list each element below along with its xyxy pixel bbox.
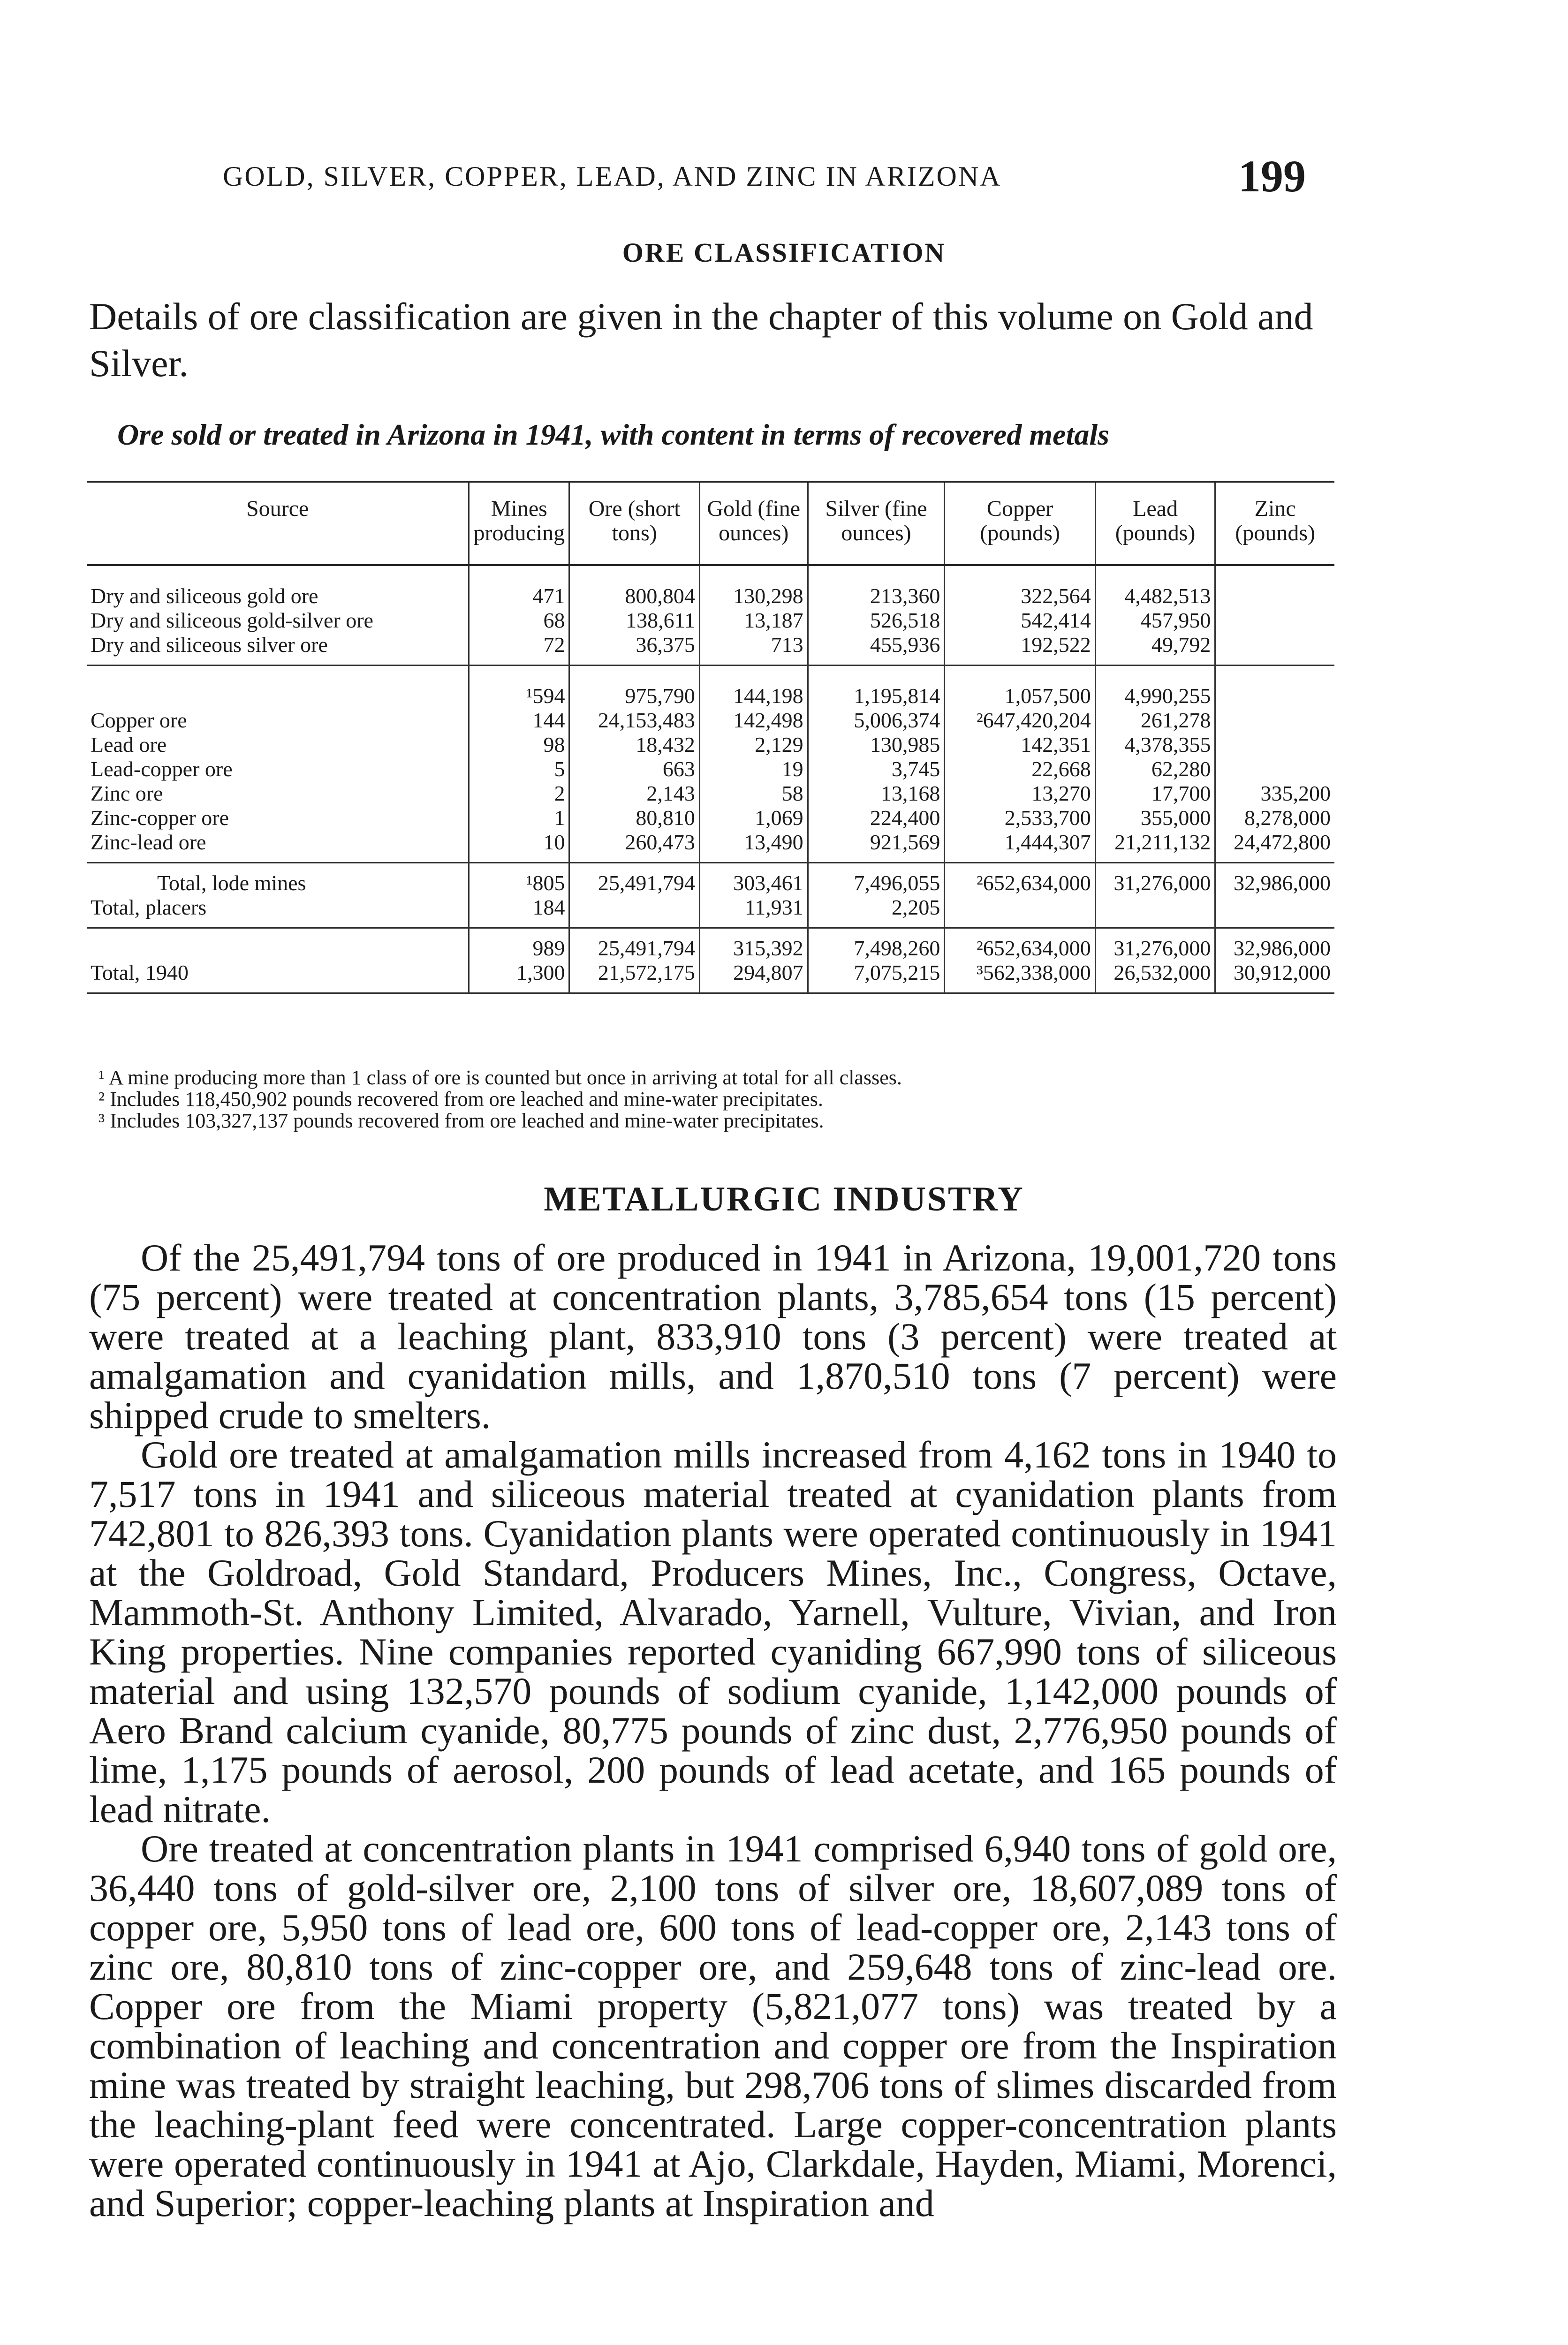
row-value: 58: [699, 781, 808, 806]
row-source: Lead-copper ore: [91, 757, 233, 781]
table-row: [87, 708, 1334, 733]
row-value: 10: [469, 830, 569, 863]
col-zinc: Zinc (pounds): [1215, 482, 1334, 565]
table-row: [87, 733, 1334, 757]
row-value: 224,400: [808, 806, 945, 830]
row-value: 13,187: [699, 608, 808, 633]
row-value: 13,490: [699, 830, 808, 863]
table-row: [87, 781, 1334, 806]
paragraph-gold-ore: Gold ore treated at amalgamation mills increased from 4,162 tons in 1940 to 7,517 tons in 1941 and siliceous material treated at cyanidation plants from 742,801 to 826,393 tons. Cyanidation plants were operated continuously in 1941 at the Goldroad, Gold Standard, Producers Mines, Inc., Congress, Octave, Mammoth-St. Anthony Limited, Alvarado, Yarnell, Vulture, Vivian, and Iron King properties. Nine companies reported cyaniding 667,990 tons of siliceous material and using 132,570 pounds of sodium cyanide, 1,142,000 pounds of Aero Brand calcium cyanide, 80,775 pounds of zinc dust, 2,776,950 pounds of lime, 1,175 pounds of aerosol, 200 pounds of lead acetate, and 165 pounds of lead nitrate.: [89, 1433, 1337, 1831]
table-row: [87, 666, 1334, 709]
row-value: 22,668: [945, 757, 1095, 781]
table-row: [87, 608, 1334, 633]
row-source: Zinc-lead ore: [87, 830, 469, 863]
row-source: Zinc ore: [91, 781, 163, 805]
col-mines: Mines producing: [469, 482, 569, 565]
row-value: 25,491,794: [569, 928, 699, 961]
row-value: 4,990,255: [1095, 666, 1215, 709]
row-value: 1: [469, 806, 569, 830]
row-value: 184: [469, 895, 569, 928]
row-value: ²652,634,000: [945, 863, 1095, 896]
row-value: 542,414: [945, 608, 1095, 633]
row-value: 526,518: [808, 608, 945, 633]
row-value: 11,931: [699, 895, 808, 928]
row-value: 5,006,374: [808, 708, 945, 733]
row-value: 142,498: [699, 708, 808, 733]
table-row: [87, 863, 1334, 896]
row-value: 8,278,000: [1215, 806, 1334, 830]
row-value: 144,198: [699, 666, 808, 709]
row-source: Dry and siliceous silver ore: [87, 633, 469, 666]
row-value: 72: [469, 633, 569, 666]
row-value: 1,057,500: [945, 666, 1095, 709]
row-value: 1,300: [469, 961, 569, 993]
row-value: 303,461: [699, 863, 808, 896]
row-value: 142,351: [945, 733, 1095, 757]
row-value: 80,810: [569, 806, 699, 830]
row-value: 32,986,000: [1215, 928, 1334, 961]
row-value: 7,075,215: [808, 961, 945, 993]
row-value: 4,378,355: [1095, 733, 1215, 757]
row-value: 7,496,055: [808, 863, 945, 896]
row-value: 663: [569, 757, 699, 781]
page-header: [0, 150, 1568, 206]
row-value: [945, 895, 1095, 928]
section-title-ore-classification: ORE CLASSIFICATION: [622, 237, 946, 268]
page-number: 199: [1238, 151, 1306, 201]
row-value: 31,276,000: [1095, 863, 1215, 896]
running-title: GOLD, SILVER, COPPER, LEAD, AND ZINC IN ARIZONA: [223, 161, 1002, 192]
row-value: 13,270: [945, 781, 1095, 806]
row-source: Total, 1940: [87, 961, 469, 993]
row-value: 49,792: [1095, 633, 1215, 666]
row-source: Dry and siliceous gold-silver ore: [91, 608, 373, 632]
section-title-metallurgic-industry: METALLURGIC INDUSTRY: [544, 1180, 1024, 1218]
row-source: [87, 928, 469, 961]
row-value: ²647,420,204: [945, 708, 1095, 733]
table-row: [87, 961, 1334, 993]
row-value: [1215, 895, 1334, 928]
table-row: [87, 928, 1334, 961]
row-value: 713: [699, 633, 808, 666]
table-header-row: [87, 482, 1334, 565]
row-source: Lead ore: [91, 733, 167, 756]
row-value: 975,790: [569, 666, 699, 709]
row-value: 24,472,800: [1215, 830, 1334, 863]
table-row: [87, 830, 1334, 863]
row-value: 21,211,132: [1095, 830, 1215, 863]
row-source: Copper ore: [91, 708, 187, 732]
row-value: 130,985: [808, 733, 945, 757]
row-source: Zinc-copper ore: [91, 806, 229, 830]
row-value: ¹805: [469, 863, 569, 896]
row-value: 2,205: [808, 895, 945, 928]
row-value: 921,569: [808, 830, 945, 863]
row-value: 5: [469, 757, 569, 781]
row-source: [87, 666, 469, 709]
row-value: 355,000: [1095, 806, 1215, 830]
row-source: Dry and siliceous gold ore: [91, 584, 318, 608]
row-value: 2,129: [699, 733, 808, 757]
row-value: [1095, 895, 1215, 928]
footnote-1: ¹ A mine producing more than 1 class of ore is counted but once in arriving at total for all classes.: [98, 1066, 902, 1089]
table-row: [87, 806, 1334, 830]
row-value: [1215, 708, 1334, 733]
row-value: [569, 895, 699, 928]
row-value: ²652,634,000: [945, 928, 1095, 961]
row-value: 24,153,483: [569, 708, 699, 733]
row-value: 322,564: [945, 565, 1095, 608]
table-caption: Ore sold or treated in Arizona in 1941, with content in terms of recovered metals: [117, 418, 1110, 451]
intro-paragraph: Details of ore classification are given in the chapter of this volume on Gold and Silver.: [89, 295, 1313, 385]
row-value: 21,572,175: [569, 961, 699, 993]
row-value: 2: [469, 781, 569, 806]
row-value: 260,473: [569, 830, 699, 863]
footnote-3: ³ Includes 103,327,137 pounds recovered from ore leached and mine-water precipitates.: [98, 1109, 824, 1132]
paragraph-concentration: Ore treated at concentration plants in 1941 comprised 6,940 tons of gold ore, 36,440 tons of gold-silver ore, 2,100 tons of silver ore, 18,607,089 tons of copper ore, 5,950 tons of lead ore, 600 tons of lead-copper ore, 2,143 tons of zinc ore, 80,810 tons of zinc-copper ore, and 259,648 tons of zinc-lead ore. Copper ore from the Miami property (5,821,077 tons) was treated by a combination of leaching and concentration and copper ore from the Inspiration mine was treated by straight leaching, but 298,706 tons of slimes discarded from the leaching-plant feed were concentrated. Large copper-concentration plants were operated continuously in 1941 at Ajo, Clarkdale, Hayden, Miami, Morenci, and Superior; copper-leaching plants at Inspiration and: [89, 1827, 1337, 2224]
row-value: 98: [469, 733, 569, 757]
row-value: 31,276,000: [1095, 928, 1215, 961]
row-value: ¹594: [469, 666, 569, 709]
row-value: 13,168: [808, 781, 945, 806]
row-value: ³562,338,000: [945, 961, 1095, 993]
row-value: 294,807: [699, 961, 808, 993]
row-value: 457,950: [1095, 608, 1215, 633]
row-value: 989: [469, 928, 569, 961]
row-value: 36,375: [569, 633, 699, 666]
row-value: 17,700: [1095, 781, 1215, 806]
row-value: 138,611: [569, 608, 699, 633]
row-value: 192,522: [945, 633, 1095, 666]
row-value: 315,392: [699, 928, 808, 961]
row-value: 2,143: [569, 781, 699, 806]
row-value: 32,986,000: [1215, 863, 1334, 896]
row-value: [1215, 757, 1334, 781]
row-value: [1215, 633, 1334, 666]
row-value: 800,804: [569, 565, 699, 608]
row-value: 1,069: [699, 806, 808, 830]
body-text: [89, 1238, 1337, 2223]
table-row: [87, 895, 1334, 928]
row-value: 7,498,260: [808, 928, 945, 961]
table-row: [87, 565, 1334, 608]
row-value: 18,432: [569, 733, 699, 757]
footnote-2: ² Includes 118,450,902 pounds recovered from ore leached and mine-water precipitates.: [98, 1088, 823, 1111]
row-value: 62,280: [1095, 757, 1215, 781]
table-row: [87, 633, 1334, 666]
row-value: 3,745: [808, 757, 945, 781]
row-value: 213,360: [808, 565, 945, 608]
row-value: [1215, 733, 1334, 757]
row-value: 1,195,814: [808, 666, 945, 709]
row-value: 261,278: [1095, 708, 1215, 733]
row-value: 2,533,700: [945, 806, 1095, 830]
ore-table: [87, 481, 1334, 994]
row-source: Total, placers: [87, 895, 469, 928]
col-source: Source: [87, 482, 469, 565]
col-copper: Copper (pounds): [945, 482, 1095, 565]
row-value: 19: [699, 757, 808, 781]
row-value: 144: [469, 708, 569, 733]
paragraph-ore-treatment: Of the 25,491,794 tons of ore produced in 1941 in Arizona, 19,001,720 tons (75 percent) were treated at concentration plants, 3,785,654 tons (15 percent) were treated at a leaching plant, 833,910 tons (3 percent) were treated at amalgamation and cyanidation mills, and 1,870,510 tons (7 percent) were shipped crude to smelters.: [89, 1236, 1337, 1437]
row-value: 26,532,000: [1095, 961, 1215, 993]
row-value: 4,482,513: [1095, 565, 1215, 608]
row-value: 68: [469, 608, 569, 633]
col-ore: Ore (short tons): [569, 482, 699, 565]
col-lead: Lead (pounds): [1095, 482, 1215, 565]
table-footnotes: [98, 1067, 1318, 1132]
row-value: 1,444,307: [945, 830, 1095, 863]
row-value: 130,298: [699, 565, 808, 608]
row-value: 25,491,794: [569, 863, 699, 896]
row-value: 471: [469, 565, 569, 608]
row-value: [1215, 608, 1334, 633]
row-source: Total, lode mines: [157, 871, 306, 895]
row-value: 30,912,000: [1215, 961, 1334, 993]
row-value: 455,936: [808, 633, 945, 666]
col-silver: Silver (fine ounces): [808, 482, 945, 565]
row-value: [1215, 666, 1334, 709]
row-value: [1215, 565, 1334, 608]
col-gold: Gold (fine ounces): [699, 482, 808, 565]
table-row: [87, 757, 1334, 781]
row-value: 335,200: [1215, 781, 1334, 806]
